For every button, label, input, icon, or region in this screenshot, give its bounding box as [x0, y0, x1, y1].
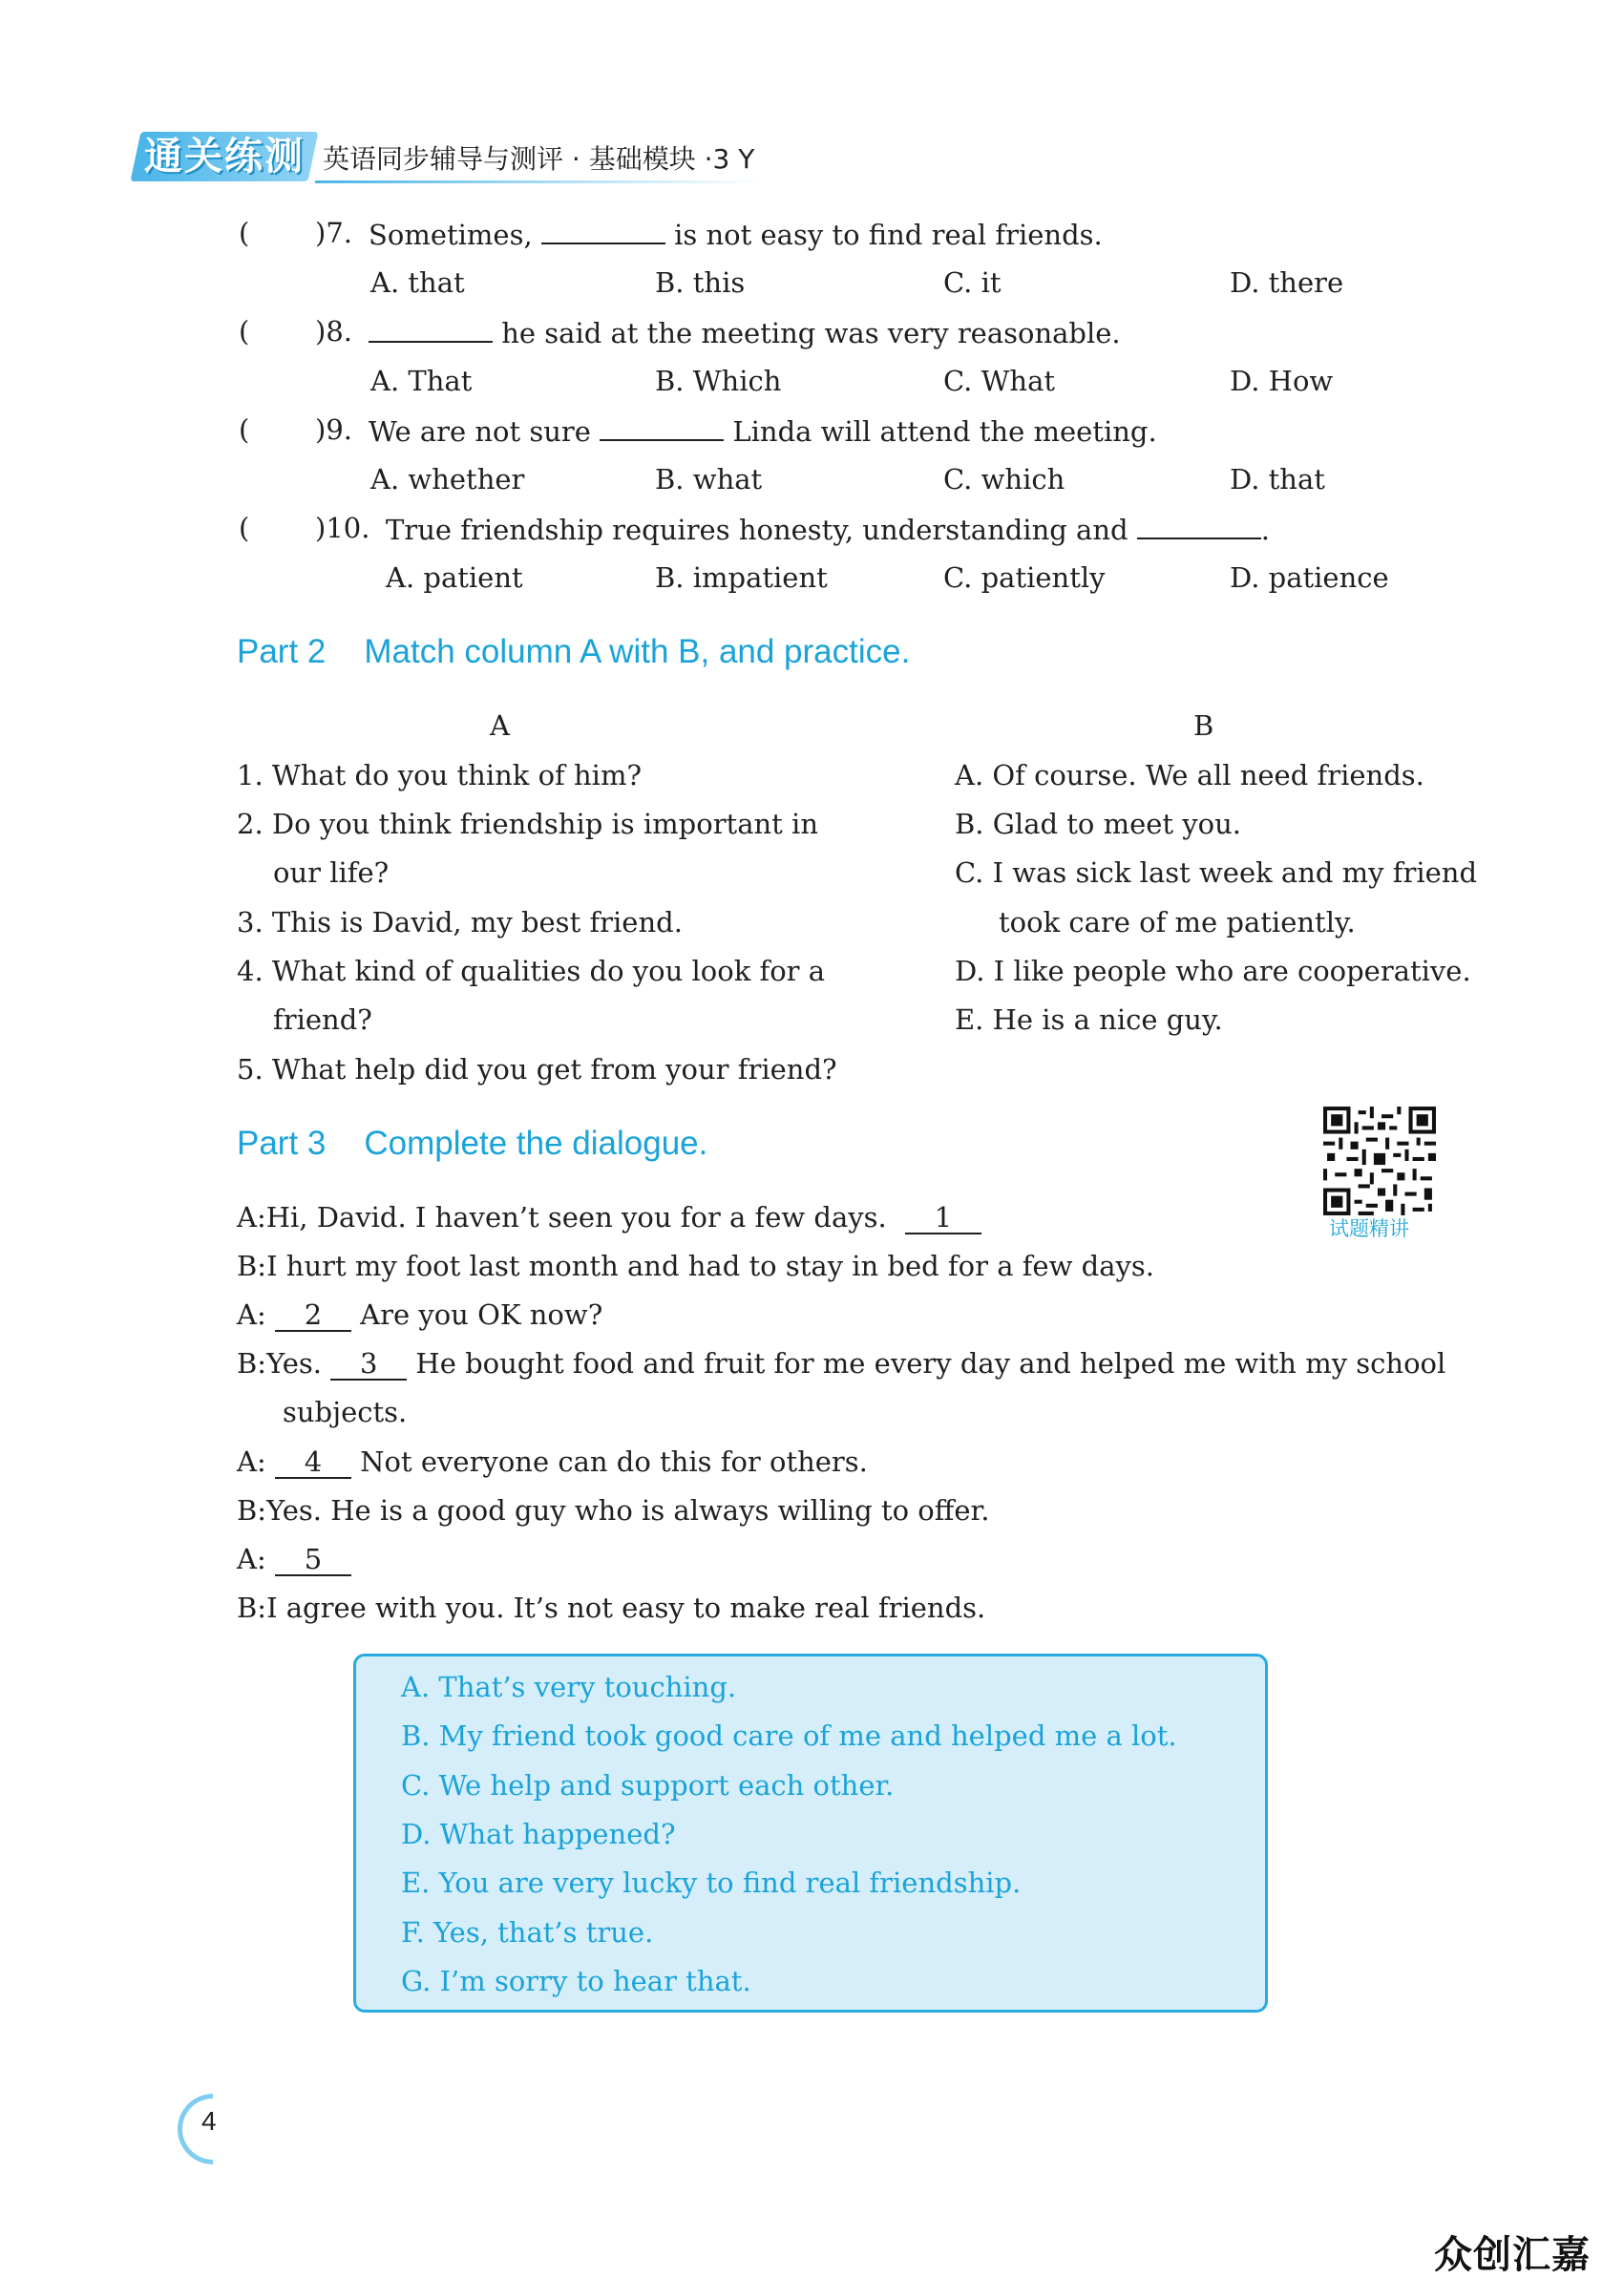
series-logo: [130, 132, 318, 181]
answer-blank[interactable]: 4: [275, 1446, 351, 1479]
stem-post: Linda will attend the meeting.: [732, 415, 1157, 448]
dialogue-text: Are you OK now?: [360, 1298, 603, 1331]
dialogue-line: [237, 1297, 602, 1332]
option-b[interactable]: B. this: [655, 266, 746, 299]
box-option[interactable]: D. What happened?: [401, 1818, 676, 1850]
column-a-header: A: [490, 709, 510, 742]
speaker-label: B:: [237, 1494, 267, 1527]
box-option[interactable]: E. You are very lucky to find real friendship.: [401, 1867, 1022, 1899]
dialogue-line: [237, 1445, 868, 1479]
option-b[interactable]: B. impatient: [655, 561, 828, 594]
answer-blank[interactable]: 2: [275, 1299, 351, 1332]
answer-paren-open[interactable]: (: [239, 315, 250, 348]
dialogue-line: [237, 1249, 1154, 1283]
match-a-item: 5. What help did you get from your friend?: [237, 1053, 837, 1086]
dialogue-text: He bought food and fruit for me every day and helped me with my school: [415, 1347, 1446, 1380]
box-option[interactable]: F. Yes, that’s true.: [401, 1916, 654, 1949]
answer-paren-open[interactable]: (: [239, 217, 250, 249]
dialogue-text: Hi, David. I haven’t seen you for a few days.: [265, 1201, 887, 1234]
match-b-item: B. Glad to meet you.: [955, 808, 1242, 840]
answer-blank[interactable]: 5: [275, 1544, 351, 1576]
dialogue-text: I hurt my foot last month and had to stay in bed for a few days.: [266, 1250, 1154, 1282]
stem-pre: Sometimes,: [369, 219, 533, 251]
dialogue-line: [237, 1591, 985, 1625]
dialogue-text: Yes. He is a good guy who is always willing to offer.: [266, 1494, 990, 1527]
dialogue-line: [237, 1200, 981, 1234]
dialogue-text: Yes.: [266, 1347, 322, 1380]
answer-paren-open[interactable]: (: [239, 413, 250, 446]
fill-blank[interactable]: [369, 314, 493, 343]
option-b[interactable]: B. what: [655, 463, 763, 496]
header-rule: [315, 180, 764, 183]
question-stem: [386, 511, 1270, 547]
fill-blank[interactable]: [1137, 511, 1261, 539]
answer-blank[interactable]: 1: [905, 1202, 981, 1234]
series-logo-text: 通关练测: [144, 135, 305, 179]
match-b-item: C. I was sick last week and my friend: [955, 856, 1478, 889]
question-stem: [369, 412, 1157, 449]
box-option[interactable]: G. I’m sorry to hear that.: [401, 1965, 751, 1997]
option-d[interactable]: D. there: [1230, 266, 1344, 299]
box-option[interactable]: C. We help and support each other.: [401, 1769, 895, 1802]
option-c[interactable]: C. patiently: [943, 561, 1106, 594]
option-c[interactable]: C. What: [943, 365, 1056, 397]
question-number: )10.: [315, 512, 370, 544]
dialogue-text: I agree with you. It’s not easy to make real friends.: [266, 1592, 986, 1624]
stem-post: is not easy to find real friends.: [674, 219, 1103, 251]
match-b-item: D. I like people who are cooperative.: [955, 955, 1471, 987]
part2-label: Part 2: [237, 633, 327, 670]
part3-heading: [237, 1124, 707, 1164]
answer-paren-open[interactable]: (: [239, 512, 250, 544]
option-a[interactable]: A. that: [370, 266, 465, 299]
option-a[interactable]: A. That: [370, 365, 473, 397]
part3-title: Complete the dialogue.: [364, 1125, 708, 1162]
match-a-item: 1. What do you think of him?: [237, 759, 642, 791]
question-number: )8.: [315, 315, 352, 348]
dialogue-line: [237, 1542, 351, 1576]
answer-blank[interactable]: 3: [330, 1348, 407, 1381]
speaker-label: B:: [237, 1250, 267, 1282]
speaker-label: A:: [237, 1445, 266, 1478]
speaker-label: A:: [237, 1298, 266, 1331]
question-stem: [369, 216, 1103, 252]
match-a-item-cont: our life?: [273, 856, 390, 889]
qr-code-label: 试题精讲: [1329, 1217, 1409, 1240]
speaker-label: A:: [237, 1543, 266, 1575]
qr-code-icon[interactable]: [1323, 1107, 1436, 1215]
page-number: 4: [201, 2106, 217, 2136]
option-d[interactable]: D. that: [1230, 463, 1325, 496]
stem-pre: True friendship requires honesty, understanding and: [386, 514, 1128, 546]
speaker-label: B:: [237, 1592, 267, 1624]
match-a-item: 4. What kind of qualities do you look for a: [237, 955, 826, 987]
option-b[interactable]: B. Which: [655, 365, 782, 397]
speaker-label: B:: [237, 1347, 267, 1380]
dialogue-line: [237, 1346, 1445, 1381]
match-b-item: E. He is a nice guy.: [955, 1003, 1223, 1036]
option-c[interactable]: C. it: [943, 266, 1002, 299]
dialogue-line-cont: subjects.: [283, 1396, 408, 1428]
box-option[interactable]: A. That’s very touching.: [401, 1671, 737, 1703]
option-d[interactable]: D. patience: [1230, 561, 1389, 594]
stem-pre: We are not sure: [369, 415, 591, 448]
fill-blank[interactable]: [600, 412, 724, 441]
option-a[interactable]: A. patient: [386, 561, 523, 594]
stem-post: .: [1260, 514, 1271, 546]
match-a-item: 2. Do you think friendship is important in: [237, 808, 818, 840]
option-d[interactable]: D. How: [1230, 365, 1334, 397]
fill-blank[interactable]: [541, 216, 665, 244]
part2-title: Match column A with B, and practice.: [364, 633, 911, 670]
option-a[interactable]: A. whether: [370, 463, 525, 496]
part2-heading: [237, 632, 910, 672]
watermark: 众创汇嘉: [1434, 2233, 1591, 2277]
option-c[interactable]: C. which: [943, 463, 1065, 496]
match-a-item: 3. This is David, my best friend.: [237, 906, 683, 939]
match-b-item-cont: took care of me patiently.: [999, 906, 1356, 939]
question-number: )9.: [315, 413, 352, 446]
match-a-item-cont: friend?: [273, 1003, 372, 1036]
box-option[interactable]: B. My friend took good care of me and helped me a lot.: [401, 1719, 1177, 1752]
dialogue-text: Not everyone can do this for others.: [360, 1445, 868, 1478]
speaker-label: A:: [237, 1201, 266, 1234]
dialogue-line: [237, 1493, 989, 1528]
question-stem: [369, 314, 1121, 350]
match-b-item: A. Of course. We all need friends.: [955, 759, 1424, 791]
stem-post: he said at the meeting was very reasonable.: [501, 317, 1121, 349]
question-number: )7.: [315, 217, 352, 249]
book-subtitle: 英语同步辅导与测评 · 基础模块 ·3 Y: [323, 143, 755, 175]
column-b-header: B: [1193, 709, 1214, 742]
part3-label: Part 3: [237, 1125, 327, 1162]
